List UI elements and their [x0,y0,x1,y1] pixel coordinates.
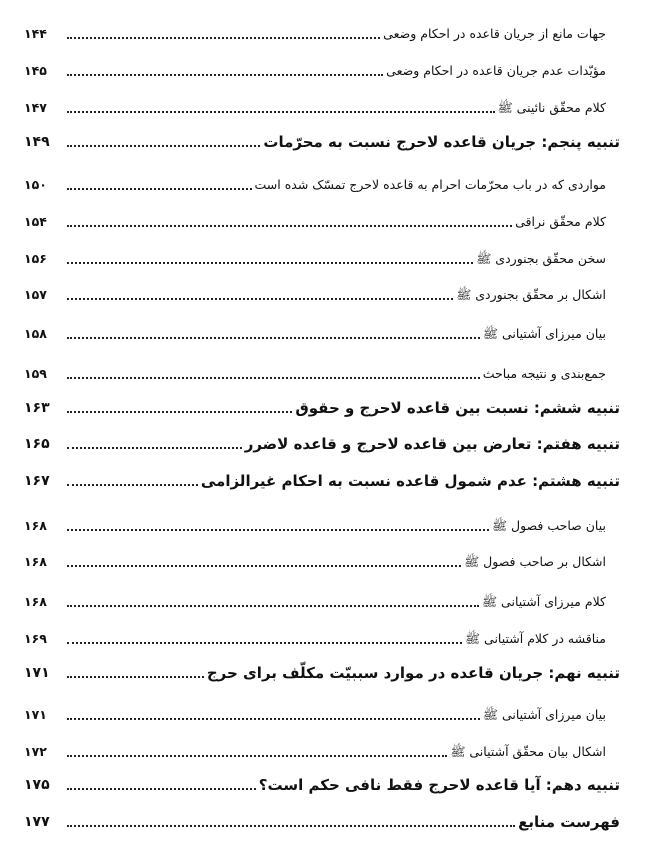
dot-leader [67,718,480,720]
toc-entry-title: اشکال بر صاحب فصول ﷺ [464,554,606,569]
toc-entry-page: ۱۷۲ [24,744,47,759]
toc-entry [24,508,620,538]
dot-leader [67,565,461,567]
toc-entry-page: ۱۵۷ [24,287,47,302]
dot-leader [67,676,204,678]
dot-leader [67,111,495,113]
dot-leader [67,447,242,449]
dot-leader [67,262,473,264]
toc-section-heading [24,390,620,420]
toc-entry-page: ۱۵۹ [24,366,47,381]
toc-entry [24,584,620,614]
dot-leader [67,225,512,227]
toc-entry-title: بیان میرزای آشتیانی ﷺ [482,326,606,341]
toc-entry-title: کلام محقّق نائینی ﷺ [497,100,606,115]
toc-entry-page: ۱۵۴ [24,214,47,229]
toc-entry-title: جهات مانع از جریان قاعده در احکام وضعی [383,26,606,41]
toc-entry [24,241,620,271]
toc-section-heading [24,767,620,797]
toc-section-heading [24,426,620,456]
toc-entry-page: ۱۶۷ [24,473,50,489]
dot-leader [67,337,480,339]
dot-leader [67,145,260,147]
toc-entry [24,356,620,386]
toc-section-heading [24,463,620,493]
toc-section-heading [24,655,620,685]
toc-entry [24,167,620,197]
toc-entry-title: سخن محقّق بجنوردی ﷺ [476,251,606,266]
toc-entry-page: ۱۶۳ [24,400,50,416]
dot-leader [67,298,453,300]
toc-entry [24,697,620,727]
toc-entry-title: تنبیه ششم: نسبت بین قاعده لاحرج و حقوق [295,399,620,417]
dot-leader [67,605,479,607]
toc-section-heading [24,124,620,154]
dot-leader [67,755,447,757]
toc-entry-page: ۱۵۶ [24,251,47,266]
toc-entry-title: کلام میرزای آشتیانی ﷺ [481,594,606,609]
toc-entry [24,53,620,83]
dot-leader [67,642,462,644]
dot-leader [67,825,515,827]
toc-entry-page: ۱۵۸ [24,326,47,341]
toc-entry-page: ۱۴۵ [24,63,47,78]
toc-entry [24,16,620,46]
toc-entry [24,621,620,651]
dot-leader [67,37,380,39]
toc-entry-title: تنبیه پنجم: جریان قاعده لاحرج نسبت به محرّمات [263,133,620,151]
toc-entry-page: ۱۷۱ [24,665,50,681]
toc-entry-title: اشکال بر محقّق بجنوردی ﷺ [456,287,606,302]
toc-section-heading [24,804,620,834]
toc-entry-title: تنبیه هفتم: تعارض بین قاعده لاحرج و قاعده لاضرر [244,435,620,453]
toc-entry-title: تنبیه نهم: جریان قاعده در موارد سببیّت مکلّف برای حرج [206,664,620,682]
toc-entry-page: ۱۷۵ [24,777,50,793]
toc-entry-page: ۱۴۹ [24,134,50,150]
toc-entry-page: ۱۵۰ [24,177,47,192]
toc-entry-page: ۱۷۷ [24,814,50,830]
dot-leader [67,411,292,413]
dot-leader [67,377,480,379]
toc-entry-page: ۱۴۴ [24,26,47,41]
dot-leader [67,188,252,190]
dot-leader [67,788,256,790]
toc-entry-title: اشکال بیان محقّق آشتیانی ﷺ [450,744,606,759]
toc-entry-page: ۱۶۸ [24,554,47,569]
toc-entry-title: مواردی که در باب محرّمات احرام به قاعده لاحرج تمسّک شده است [254,177,606,192]
toc-entry [24,316,620,346]
toc-entry-page: ۱۶۵ [24,436,50,452]
toc-entry-page: ۱۷۱ [24,707,47,722]
toc-entry-title: تنبیه دهم: آیا قاعده لاحرج فقط نافی حکم است؟ [258,776,620,794]
toc-entry-page: ۱۶۹ [24,631,47,646]
toc-entry-title: مناقشه در کلام آشتیانی ﷺ [464,631,606,646]
dot-leader [67,74,383,76]
toc-entry [24,544,620,574]
toc-entry [24,204,620,234]
toc-entry-title: کلام محقّق نراقی [515,214,606,229]
toc-entry-title: بیان میرزای آشتیانی ﷺ [482,707,606,722]
toc-entry-title: جمع‌بندی و نتیجه مباحث [482,366,606,381]
toc-entry [24,734,620,764]
toc-entry-title: بیان صاحب فصول ﷺ [491,518,606,533]
toc-entry [24,277,620,307]
toc-entry-page: ۱۴۷ [24,100,47,115]
toc-entry-page: ۱۶۸ [24,518,47,533]
toc-entry-page: ۱۶۸ [24,594,47,609]
toc-entry [24,90,620,120]
toc-entry-title: فهرست منابع [518,813,620,831]
toc-entry-title: مؤیّدات عدم جریان قاعده در احکام وضعی [386,63,606,78]
toc-entry-title: تنبیه هشتم: عدم شمول قاعده نسبت به احکام غیرالزامی [200,472,620,490]
dot-leader [67,484,198,486]
dot-leader [67,529,489,531]
